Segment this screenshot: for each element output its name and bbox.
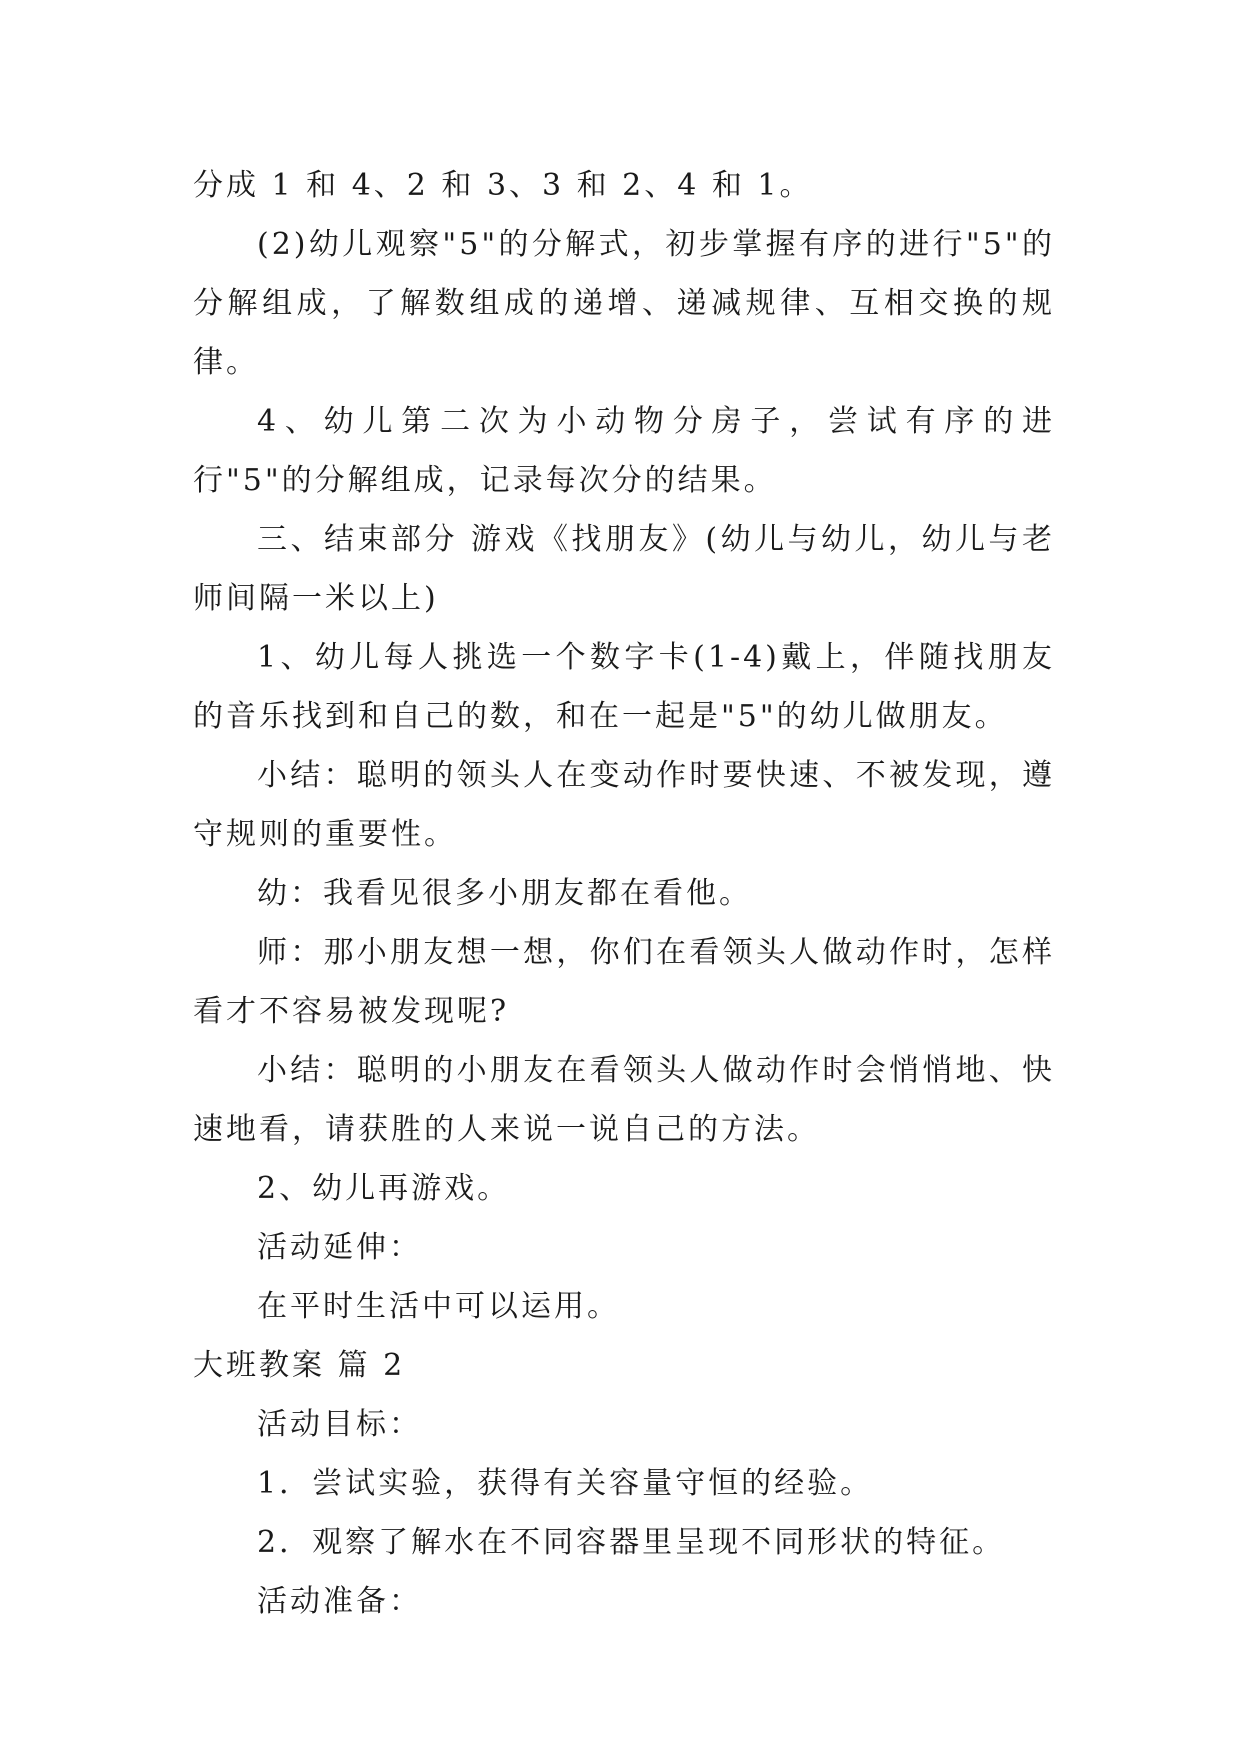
paragraph: 幼：我看见很多小朋友都在看他。 (257, 876, 752, 911)
paragraph: 小结：聪明的小朋友在看领头人做动作时会悄悄地、快速地看，请获胜的人来说一说自己的方法。 (193, 1053, 1055, 1147)
section-title: 大班教案 篇 2 (193, 1348, 406, 1383)
paragraph: 在平时生活中可以运用。 (257, 1289, 620, 1324)
paragraph: 1、幼儿每人挑选一个数字卡(1-4)戴上，伴随找朋友的音乐找到和自己的数，和在一起是"5"的幼儿做朋友。 (193, 640, 1055, 734)
paragraph: 三、结束部分 游戏《找朋友》(幼儿与幼儿，幼儿与老师间隔一米以上) (193, 522, 1055, 616)
paragraph: 2．观察了解水在不同容器里呈现不同形状的特征。 (257, 1525, 1006, 1560)
paragraph: 4、幼儿第二次为小动物分房子，尝试有序的进行"5"的分解组成，记录每次分的结果。 (193, 404, 1055, 498)
paragraph: 师：那小朋友想一想，你们在看领头人做动作时，怎样看才不容易被发现呢? (193, 935, 1055, 1029)
paragraph: 1．尝试实验，获得有关容量守恒的经验。 (257, 1466, 874, 1501)
paragraph: 活动延伸： (257, 1230, 422, 1265)
paragraph: (2)幼儿观察"5"的分解式，初步掌握有序的进行"5"的分解组成，了解数组成的递增、递减规律、互相交换的规律。 (193, 227, 1055, 380)
document-page (193, 156, 1055, 1631)
paragraph: 活动准备： (257, 1584, 422, 1619)
paragraph: 小结：聪明的领头人在变动作时要快速、不被发现，遵守规则的重要性。 (193, 758, 1055, 852)
paragraph: 分成 1 和 4、2 和 3、3 和 2、4 和 1。 (193, 168, 813, 203)
paragraph: 活动目标： (257, 1407, 422, 1442)
paragraph: 2、幼儿再游戏。 (257, 1171, 511, 1206)
